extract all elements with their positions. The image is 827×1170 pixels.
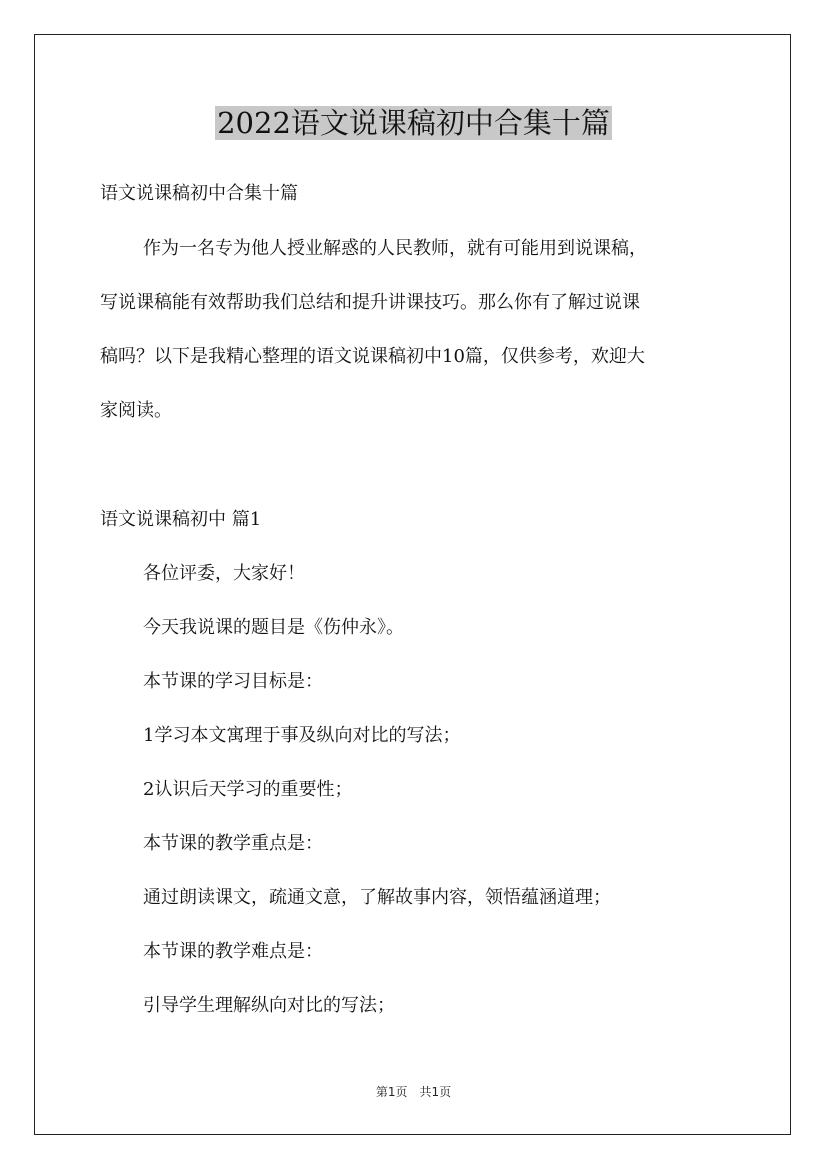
intro-line: 作为一名专为他人授业解惑的人民教师，就有可能用到说课稿， bbox=[143, 238, 647, 259]
section-line: 各位评委，大家好！ bbox=[143, 563, 305, 584]
section-heading: 语文说课稿初中 篇1 bbox=[100, 509, 262, 530]
section-line: 本节课的教学难点是： bbox=[143, 941, 323, 962]
section-line: 今天我说课的题目是《伤仲永》。 bbox=[143, 617, 404, 638]
intro-line: 写说课稿能有效帮助我们总结和提升讲课技巧。那么你有了解过说课 bbox=[100, 292, 640, 313]
section-line: 本节课的学习目标是： bbox=[143, 671, 323, 692]
section-line: 2认识后天学习的重要性； bbox=[143, 779, 353, 800]
section-line: 通过朗读课文，疏通文意，了解故事内容，领悟蕴涵道理； bbox=[143, 887, 611, 908]
page-footer: 第1页 共1页 bbox=[375, 1085, 452, 1099]
document-subtitle: 语文说课稿初中合集十篇 bbox=[100, 183, 298, 204]
document-title-text: 2022语文说课稿初中合集十篇 bbox=[217, 106, 610, 140]
section-line: 1学习本文寓理于事及纵向对比的写法； bbox=[143, 725, 461, 746]
section-line: 本节课的教学重点是： bbox=[143, 833, 323, 854]
intro-line: 家阅读。 bbox=[100, 400, 172, 421]
section-line: 引导学生理解纵向对比的写法； bbox=[143, 995, 395, 1016]
intro-line: 稿吗？以下是我精心整理的语文说课稿初中10篇，仅供参考，欢迎大 bbox=[100, 346, 645, 367]
document-title bbox=[0, 103, 827, 143]
